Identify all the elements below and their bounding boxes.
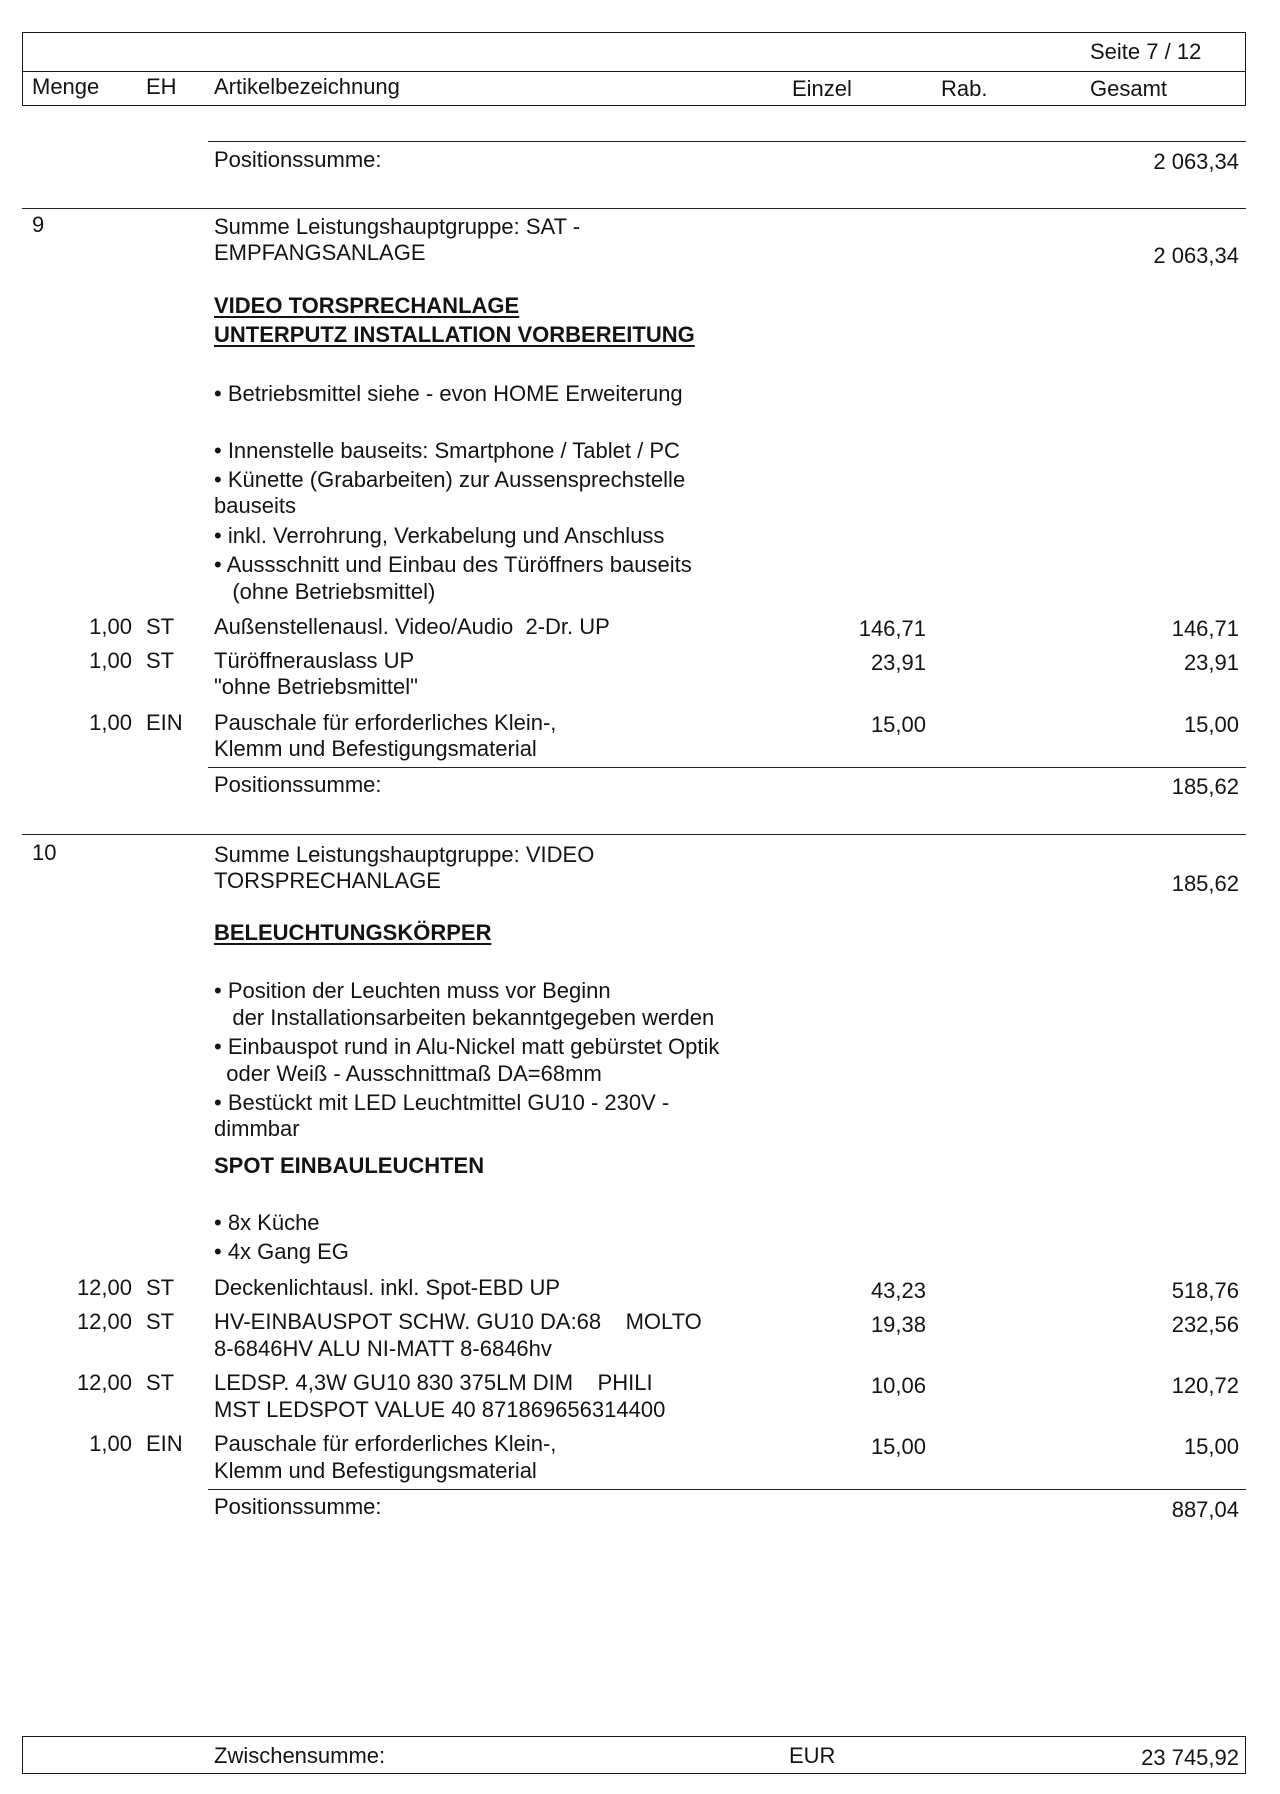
item-desc: Klemm und Befestigungsmaterial: [214, 1458, 537, 1483]
item-price: 43,23: [870, 1278, 926, 1303]
bullet-text: der Installationsarbeiten bekanntgegeben werden: [214, 1005, 715, 1030]
bullet-text: oder Weiß - Ausschnittmaß DA=68mm: [214, 1061, 602, 1086]
section-heading: UNTERPUTZ INSTALLATION VORBEREITUNG: [214, 322, 695, 347]
item-total: 518,76: [1171, 1278, 1239, 1303]
group-rule: [22, 208, 1246, 209]
group-number: 10: [32, 840, 57, 865]
section-heading: BELEUCHTUNGSKÖRPER: [214, 920, 492, 945]
bullet-text: • Einbauspot rund in Alu-Nickel matt gebürstet Optik: [214, 1034, 720, 1059]
item-desc: Pauschale für erforderliches Klein-,: [214, 1431, 557, 1456]
col-menge: Menge: [32, 74, 100, 99]
item-desc: HV-EINBAUSPOT SCHW. GU10 DA:68 MOLTO: [214, 1309, 702, 1334]
item-desc: "ohne Betriebsmittel": [214, 674, 418, 699]
item-total: 146,71: [1171, 616, 1239, 641]
item-qty: 1,00: [89, 614, 132, 639]
subtotal-label: Zwischensumme:: [214, 1743, 386, 1768]
item-total: 120,72: [1171, 1373, 1239, 1398]
bullet-text: • Position der Leuchten muss vor Beginn: [214, 978, 611, 1003]
bullet-text: • Betriebsmittel siehe - evon HOME Erweiterung: [214, 381, 683, 406]
item-desc: MST LEDSPOT VALUE 40 871869656314400: [214, 1397, 666, 1422]
item-qty: 12,00: [76, 1275, 132, 1300]
item-desc: 8-6846HV ALU NI-MATT 8-6846hv: [214, 1336, 552, 1361]
item-unit: EIN: [146, 710, 183, 735]
item-total: 23,91: [1183, 650, 1239, 675]
col-gesamt: Gesamt: [1090, 76, 1168, 101]
group-total: 2 063,34: [1153, 243, 1239, 268]
bullet-text: • 8x Küche: [214, 1210, 320, 1235]
bullet-text: (ohne Betriebsmittel): [214, 579, 436, 604]
group-title: Summe Leistungshauptgruppe: VIDEO: [214, 842, 595, 867]
page-number: Seite 7 / 12: [1090, 39, 1202, 64]
item-unit: ST: [146, 1370, 175, 1395]
group-title: TORSPRECHANLAGE: [214, 868, 441, 893]
item-price: 19,38: [870, 1312, 926, 1337]
bullet-text: • Bestückt mit LED Leuchtmittel GU10 - 230V -: [214, 1090, 670, 1115]
bullet-text: • Künette (Grabarbeiten) zur Aussensprechstelle: [214, 467, 686, 492]
bullet-text: • Aussschnitt und Einbau des Türöffners bauseits: [214, 552, 692, 577]
header-box: [22, 32, 1246, 106]
group-rule: [22, 834, 1246, 835]
item-desc: Pauschale für erforderliches Klein-,: [214, 710, 557, 735]
item-price: 23,91: [870, 650, 926, 675]
item-desc: Klemm und Befestigungsmaterial: [214, 736, 537, 761]
pos-sum-label: Positionssumme:: [214, 772, 382, 797]
bullet-text: • inkl. Verrohrung, Verkabelung und Anschluss: [214, 523, 665, 548]
rule: [208, 767, 1246, 768]
item-qty: 1,00: [89, 1431, 132, 1456]
bullet-text: dimmbar: [214, 1116, 300, 1141]
item-unit: ST: [146, 614, 175, 639]
item-price: 10,06: [870, 1373, 926, 1398]
bullet-text: • Innenstelle bauseits: Smartphone / Tablet / PC: [214, 438, 680, 463]
item-price: 146,71: [858, 616, 926, 641]
subtotal-currency: EUR: [789, 1743, 836, 1768]
group-title: Summe Leistungshauptgruppe: SAT -: [214, 214, 581, 239]
item-desc: LEDSP. 4,3W GU10 830 375LM DIM PHILI: [214, 1370, 653, 1395]
sub-heading: SPOT EINBAULEUCHTEN: [214, 1153, 485, 1178]
item-price: 15,00: [870, 1434, 926, 1459]
item-unit: EIN: [146, 1431, 183, 1456]
section-heading: VIDEO TORSPRECHANLAGE: [214, 293, 520, 318]
bullet-text: • 4x Gang EG: [214, 1239, 349, 1264]
group-number: 9: [32, 212, 45, 237]
pos-sum-label: Positionssumme:: [214, 1494, 382, 1519]
col-artikel: Artikelbezeichnung: [214, 74, 400, 99]
subtotal-box: [22, 1736, 1246, 1774]
item-price: 15,00: [870, 712, 926, 737]
item-desc: Außenstellenausl. Video/Audio 2-Dr. UP: [214, 614, 610, 639]
rule: [208, 1489, 1246, 1490]
group-title: EMPFANGSANLAGE: [214, 240, 426, 265]
pos-sum-value: 2 063,34: [1153, 149, 1239, 174]
bullet-text: bauseits: [214, 493, 296, 518]
item-qty: 12,00: [76, 1309, 132, 1334]
item-total: 15,00: [1183, 712, 1239, 737]
header-divider: [22, 71, 1246, 72]
item-qty: 1,00: [89, 710, 132, 735]
item-desc: Deckenlichtausl. inkl. Spot-EBD UP: [214, 1275, 561, 1300]
item-qty: 1,00: [89, 648, 132, 673]
item-unit: ST: [146, 648, 175, 673]
col-rab: Rab.: [941, 76, 988, 101]
pos-sum-value: 887,04: [1171, 1497, 1239, 1522]
item-unit: ST: [146, 1309, 175, 1334]
group-total: 185,62: [1171, 871, 1239, 896]
item-unit: ST: [146, 1275, 175, 1300]
item-qty: 12,00: [76, 1370, 132, 1395]
col-eh: EH: [146, 74, 177, 99]
item-total: 232,56: [1171, 1312, 1239, 1337]
rule: [208, 141, 1246, 142]
pos-sum-value: 185,62: [1171, 774, 1239, 799]
subtotal-value: 23 745,92: [1141, 1745, 1239, 1770]
col-einzel: Einzel: [792, 76, 852, 101]
item-desc: Türöffnerauslass UP: [214, 648, 415, 673]
item-total: 15,00: [1183, 1434, 1239, 1459]
pos-sum-label: Positionssumme:: [214, 147, 382, 172]
